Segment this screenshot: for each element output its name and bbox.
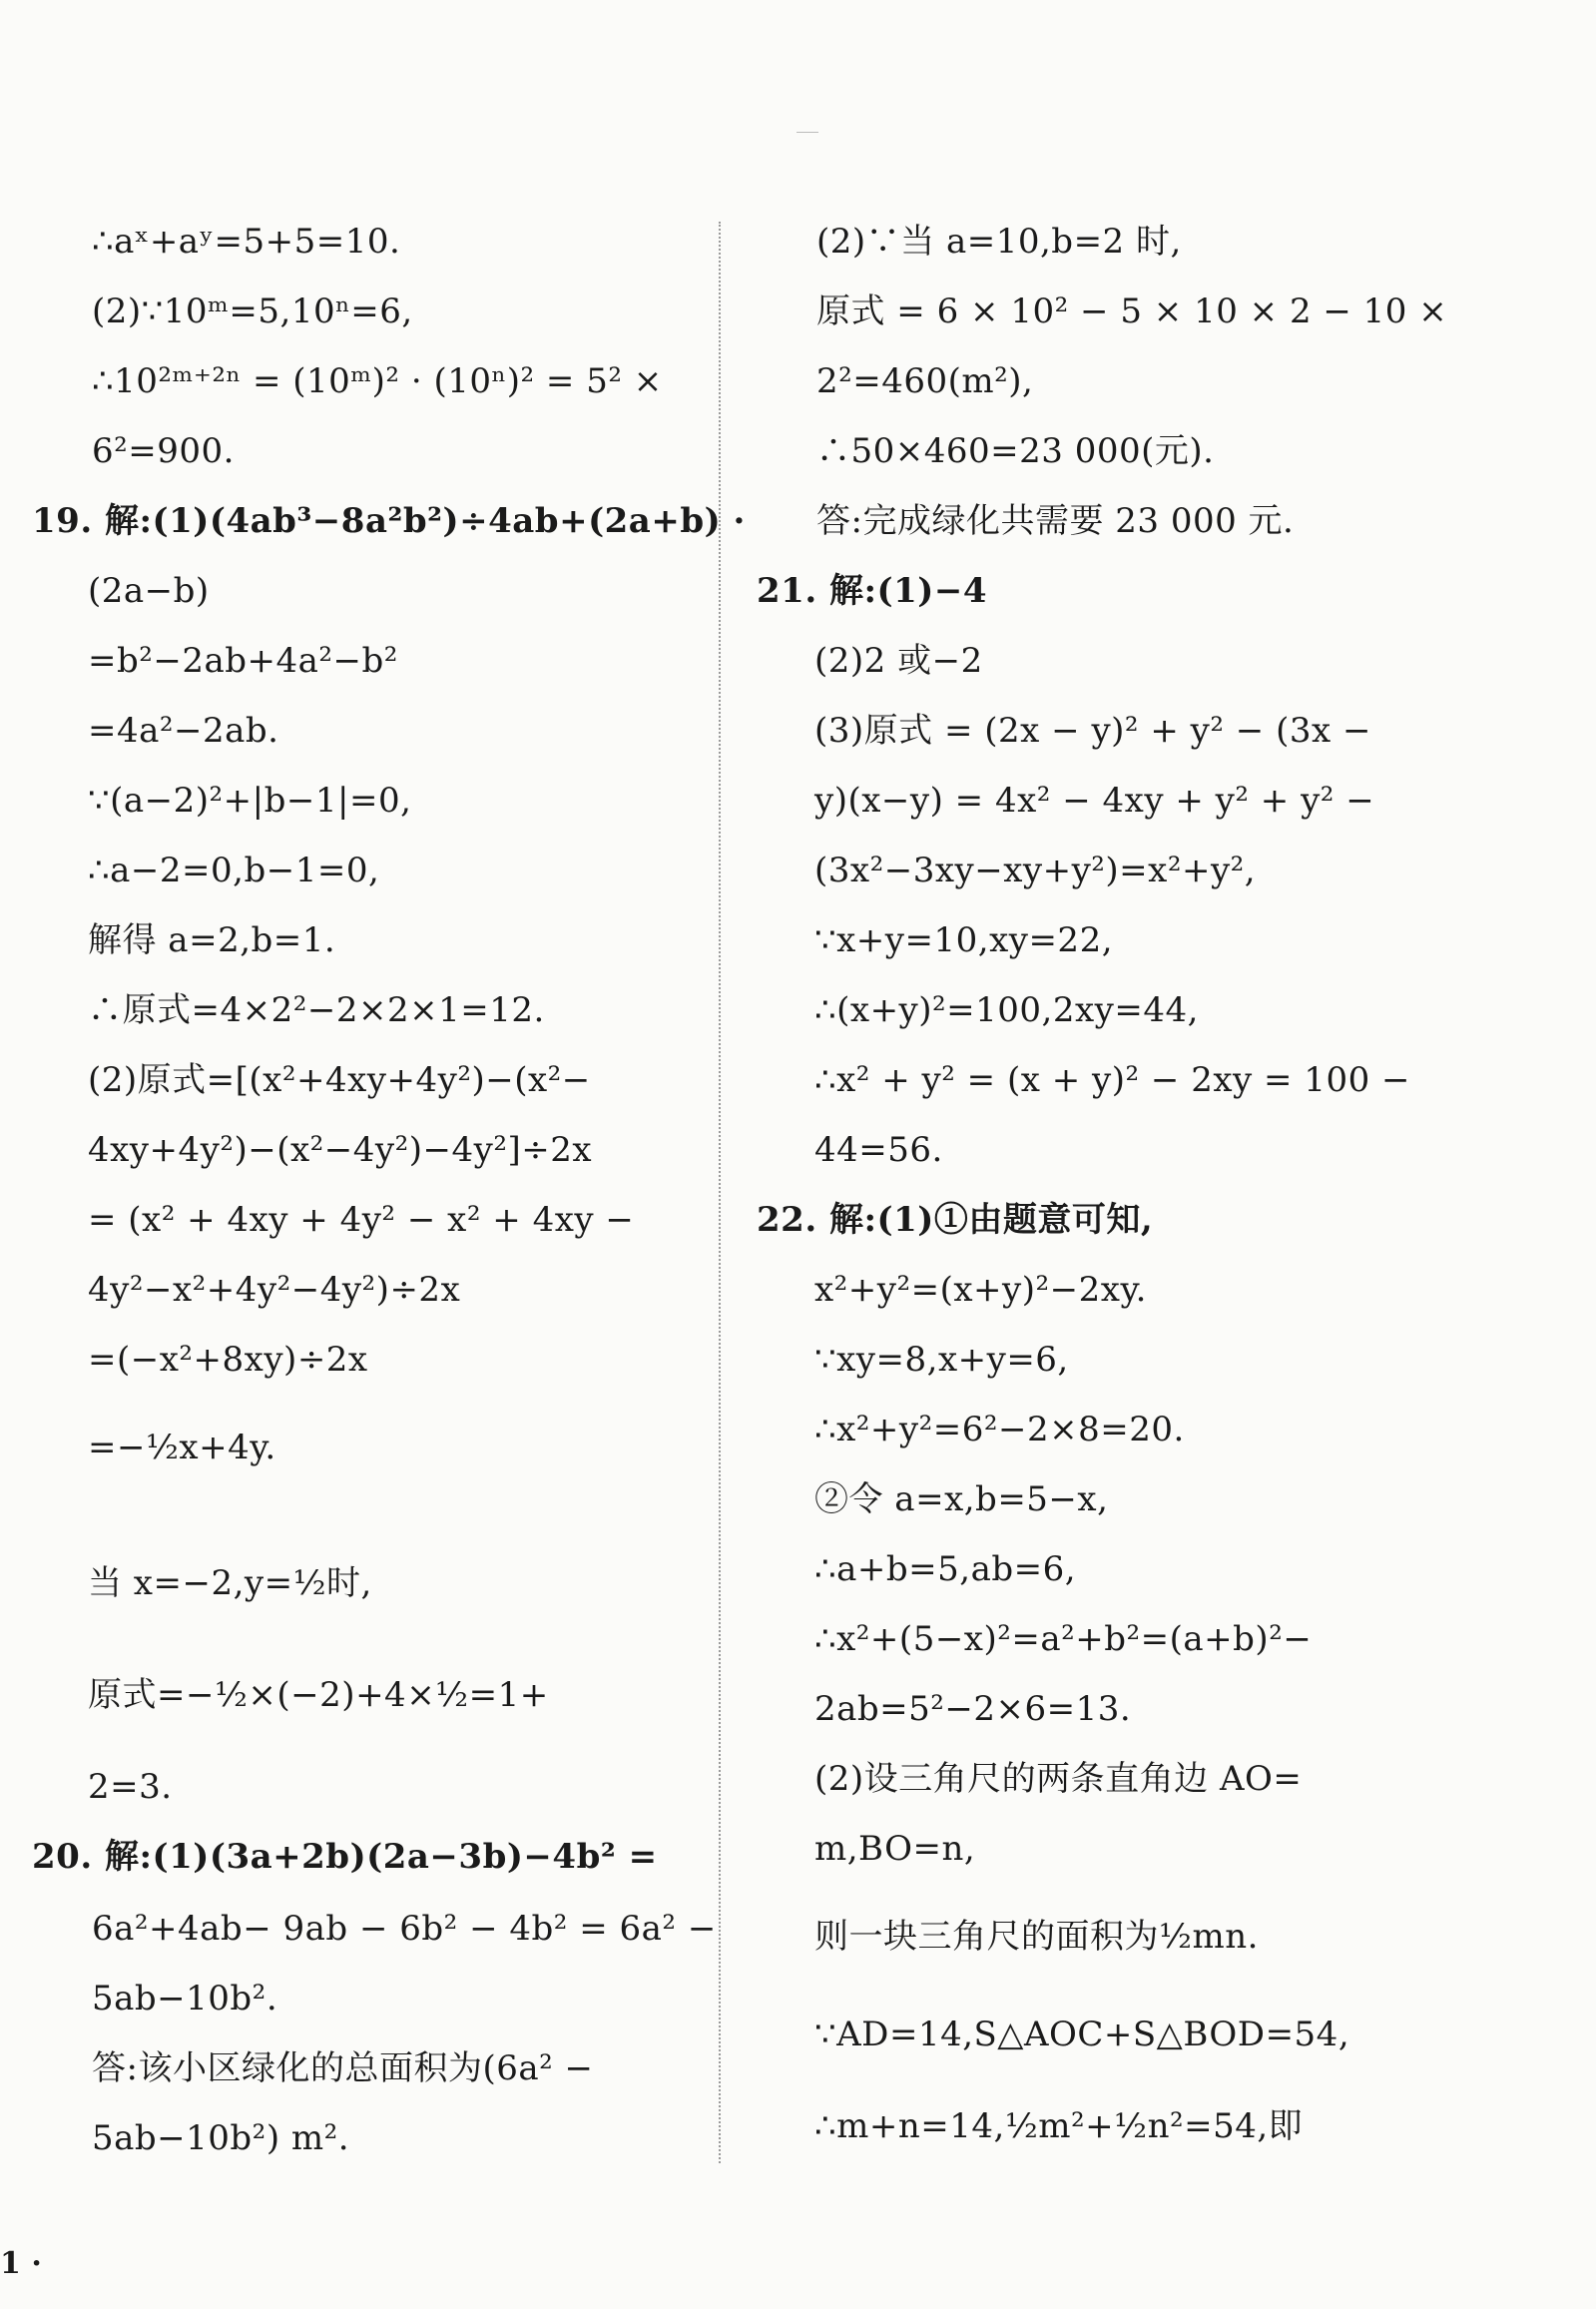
right-line: ∴x²+(5−x)²=a²+b²=(a+b)²− [814,1619,1313,1659]
left-line: =b²−2ab+4a²−b² [88,641,398,681]
left-line: ∴原式=4×2²−2×2×1=12. [88,990,545,1030]
left-line: 2=3. [88,1767,173,1807]
scan-fleck [797,132,818,133]
right-line: ∴x² + y² = (x + y)² − 2xy = 100 − [814,1060,1411,1100]
left-line: 4y²−x²+4y²−4y²)÷2x [88,1270,461,1310]
right-line: (2)2 或−2 [814,641,983,681]
right-line: ∴a+b=5,ab=6, [814,1549,1077,1589]
left-line: 5ab−10b². [92,1979,278,2019]
right-line: ∵AD=14,S△AOC+S△BOD=54, [814,2015,1350,2054]
right-line: 答:完成绿化共需要 23 000 元. [816,501,1295,541]
right-line: ∴(x+y)²=100,2xy=44, [814,990,1199,1030]
left-line: 6a²+4ab− 9ab − 6b² − 4b² = 6a² − [92,1909,717,1949]
question-19-heading: 19. 解:(1)(4ab³−8a²b²)÷4ab+(2a+b) · [32,501,746,541]
left-line: =(−x²+8xy)÷2x [88,1340,368,1380]
right-line: ∴50×460=23 000(元). [816,431,1215,471]
right-line: (3)原式 = (2x − y)² + y² − (3x − [814,711,1371,751]
right-line: (2)设三角尺的两条直角边 AO= [814,1759,1303,1799]
right-line: 2²=460(m²), [816,361,1034,401]
left-line: (2)原式=[(x²+4xy+4y²)−(x²− [88,1060,591,1100]
left-line: =−½x+4y. [88,1428,276,1467]
question-21-heading: 21. 解:(1)−4 [757,571,988,611]
right-line: m,BO=n, [814,1829,976,1869]
left-line: 当 x=−2,y=½时, [88,1563,372,1603]
right-line: 2ab=5²−2×6=13. [814,1689,1132,1729]
left-line: ∴a−2=0,b−1=0, [88,851,380,890]
left-line: ∴aˣ+aʸ=5+5=10. [92,222,401,262]
left-line: = (x² + 4xy + 4y² − x² + 4xy − [88,1200,635,1240]
right-line: ∵xy=8,x+y=6, [814,1340,1069,1380]
right-line: ∵x+y=10,xy=22, [814,920,1114,960]
column-divider [719,222,721,2163]
right-line: y)(x−y) = 4x² − 4xy + y² + y² − [814,781,1375,821]
right-line: ②令 a=x,b=5−x, [814,1479,1109,1519]
left-line: =4a²−2ab. [88,711,279,751]
right-line: 44=56. [814,1130,943,1170]
right-line: ∴x²+y²=6²−2×8=20. [814,1410,1185,1449]
left-line: 6²=900. [92,431,235,471]
right-line: ∴m+n=14,½m²+½n²=54,即 [814,2106,1304,2146]
question-20-heading: 20. 解:(1)(3a+2b)(2a−3b)−4b² = [32,1837,658,1877]
left-line: ∵(a−2)²+|b−1|=0, [88,781,412,821]
left-line: 原式=−½×(−2)+4×½=1+ [88,1675,549,1715]
right-line: (3x²−3xy−xy+y²)=x²+y², [814,851,1257,890]
left-line: 答:该小区绿化的总面积为(6a² − [92,2048,594,2088]
left-line: (2a−b) [88,571,210,611]
right-line: x²+y²=(x+y)²−2xy. [814,1270,1147,1310]
page-number: 1 · [0,2246,42,2281]
right-line: 原式 = 6 × 10² − 5 × 10 × 2 − 10 × [816,291,1448,331]
left-line: 5ab−10b²) m². [92,2118,350,2158]
right-line: (2)∵当 a=10,b=2 时, [816,222,1182,262]
left-line: ∴10²ᵐ⁺²ⁿ = (10ᵐ)² · (10ⁿ)² = 5² × [92,361,663,401]
left-line: (2)∵10ᵐ=5,10ⁿ=6, [92,291,413,331]
question-22-heading: 22. 解:(1)①由题意可知, [757,1200,1154,1240]
right-line: 则一块三角尺的面积为½mn. [814,1917,1259,1957]
left-line: 解得 a=2,b=1. [88,920,336,960]
left-line: 4xy+4y²)−(x²−4y²)−4y²]÷2x [88,1130,593,1170]
